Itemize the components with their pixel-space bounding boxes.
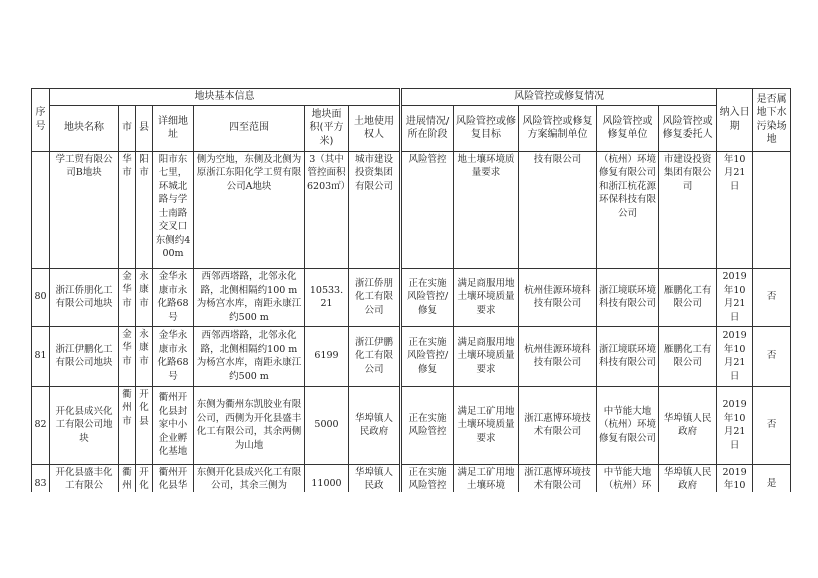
table-row: [32, 326, 791, 386]
table-row: [32, 151, 791, 268]
header-target: 风险管控或修复目标: [454, 105, 519, 151]
header-executor: 风险管控或修复单位: [597, 105, 659, 151]
cell-boundary: 西邻西塔路，北邻永化路，北侧相隔约100 m为杨宫水库，南距永康江约500 m: [194, 268, 305, 326]
header-city: 市: [119, 105, 136, 151]
cell-area: 10533.21: [305, 268, 349, 326]
cell-address: 衢州开化县华: [153, 464, 194, 492]
cell-progress: 正在实施风险管控: [401, 386, 454, 464]
cell-planner: 技有限公司: [519, 151, 597, 268]
cell-county: 开化县: [136, 386, 153, 464]
cell-executor: 浙江境联环境科技有限公司: [597, 326, 659, 386]
cell-executor: 中节能大地（杭州）环境修复有限公司: [597, 386, 659, 464]
cell-city: 金华市: [119, 268, 136, 326]
cell-area: 11000: [305, 464, 349, 492]
cell-target: 满足商服用地土壤环境质量要求: [454, 326, 519, 386]
cell-address: 金华永康市永化路68号: [153, 268, 194, 326]
cell-client: 华埠镇人民政府: [659, 386, 717, 464]
cell-planner: 杭州佳源环境科技有限公司: [519, 326, 597, 386]
cell-date: 2019年10: [717, 464, 753, 492]
cell-target: 满足工矿用地土壤环境: [454, 464, 519, 492]
cell-planner: 浙江惠博环境技术有限公司: [519, 464, 597, 492]
cell-seq: 80: [32, 268, 50, 326]
cell-city: 华市: [119, 151, 136, 268]
cell-name: 学工贸有限公司B地块: [50, 151, 119, 268]
cell-groundwater: 否: [753, 386, 791, 464]
cell-seq: 83: [32, 464, 50, 492]
header-groundwater: 是否属地下水污染场地: [753, 89, 791, 152]
cell-executor: （杭州）环境修复有限公司和浙江杭花源环保科技有限公司: [597, 151, 659, 268]
cell-client: 雁鹏化工有限公司: [659, 326, 717, 386]
cell-boundary: 东侧开化县成兴化工有限公司，其余三侧为: [194, 464, 305, 492]
cell-county: 永康市: [136, 326, 153, 386]
header-planner: 风险管控或修复方案编制单位: [519, 105, 597, 151]
cell-owner: 城市建设投资集团有限公司: [349, 151, 401, 268]
cell-progress: 正在实施风险管控/修复: [401, 326, 454, 386]
header-name: 地块名称: [50, 105, 119, 151]
header-county: 县: [136, 105, 153, 151]
cell-target: 满足商服用地土壤环境质量要求: [454, 268, 519, 326]
header-area: 地块面积(平方米): [305, 105, 349, 151]
cell-progress: 风险管控: [401, 151, 454, 268]
cell-date: 2019年10月21日: [717, 268, 753, 326]
cell-name: 浙江侨朋化工有限公司地块: [50, 268, 119, 326]
document-page: [31, 88, 791, 492]
cell-seq: 82: [32, 386, 50, 464]
contaminated-site-table: [31, 88, 791, 492]
cell-city: 衢州: [119, 464, 136, 492]
cell-address: 阳市东七里，环城北路与学士南路交叉口东侧约400m: [153, 151, 194, 268]
cell-name: 浙江伊鹏化工有限公司地块: [50, 326, 119, 386]
header-group-risk: 风险管控或修复情况: [401, 89, 717, 106]
table-row: [32, 386, 791, 464]
cell-name: 开化县成兴化工有限公司地块: [50, 386, 119, 464]
cell-address: 衢州开化县封家中小企业孵化基地: [153, 386, 194, 464]
cell-city: 金华市: [119, 326, 136, 386]
cell-county: 阳市: [136, 151, 153, 268]
cell-executor: 中节能大地（杭州）环: [597, 464, 659, 492]
header-seq: 序号: [32, 89, 50, 152]
cell-boundary: 侧为空地，东侧及北侧为原浙江东阳化学工贸有限公司A地块: [194, 151, 305, 268]
cell-target: 满足工矿用地土壤环境质量要求: [454, 386, 519, 464]
cell-groundwater: 否: [753, 326, 791, 386]
cell-planner: 浙江惠博环境技术有限公司: [519, 386, 597, 464]
cell-owner: 华埠镇人民政府: [349, 386, 401, 464]
cell-date: 2019年10月21日: [717, 326, 753, 386]
cell-name: 开化县盛丰化工有限公: [50, 464, 119, 492]
header-boundary: 四至范围: [194, 105, 305, 151]
cell-city: 衢州市: [119, 386, 136, 464]
cell-client: 雁鹏化工有限公司: [659, 268, 717, 326]
header-progress: 进展情况/所在阶段: [401, 105, 454, 151]
cell-area: 5000: [305, 386, 349, 464]
header-group-basic: 地块基本信息: [50, 89, 401, 106]
cell-boundary: 东侧为衢州东凯胶业有限公司，西侧为开化县盛丰化工有限公司，其余两侧为山地: [194, 386, 305, 464]
cell-boundary: 西邻西塔路，北邻永化路，北侧相隔约100 m为杨宫水库，南距永康江约500 m: [194, 326, 305, 386]
cell-county: 永康市: [136, 268, 153, 326]
header-address: 详细地址: [153, 105, 194, 151]
cell-client: 市建设投资集团有限公司: [659, 151, 717, 268]
cell-executor: 浙江境联环境科技有限公司: [597, 268, 659, 326]
header-owner: 土地使用权人: [349, 105, 401, 151]
cell-groundwater: [753, 151, 791, 268]
cell-date: 2019年10月21日: [717, 386, 753, 464]
table-row: [32, 268, 791, 326]
cell-owner: 华埠镇人民政: [349, 464, 401, 492]
cell-seq: [32, 151, 50, 268]
cell-area: 3（其中管控面积6203㎡）: [305, 151, 349, 268]
cell-groundwater: 是: [753, 464, 791, 492]
cell-planner: 杭州佳源环境科技有限公司: [519, 268, 597, 326]
cell-owner: 浙江侨朋化工有限公司: [349, 268, 401, 326]
cell-owner: 浙江伊鹏化工有限公司: [349, 326, 401, 386]
cell-progress: 正在实施风险管控/修复: [401, 268, 454, 326]
header-client: 风险管控或修复委托人: [659, 105, 717, 151]
cell-address: 金华永康市永化路68号: [153, 326, 194, 386]
table-row: [32, 464, 791, 492]
cell-groundwater: 否: [753, 268, 791, 326]
cell-area: 6199: [305, 326, 349, 386]
cell-client: 华埠镇人民政府: [659, 464, 717, 492]
cell-target: 地土壤环境质量要求: [454, 151, 519, 268]
cell-progress: 正在实施风险管控: [401, 464, 454, 492]
cell-county: 开化: [136, 464, 153, 492]
header-date: 纳入日期: [717, 89, 753, 152]
cell-seq: 81: [32, 326, 50, 386]
cell-date: 年10月21日: [717, 151, 753, 268]
